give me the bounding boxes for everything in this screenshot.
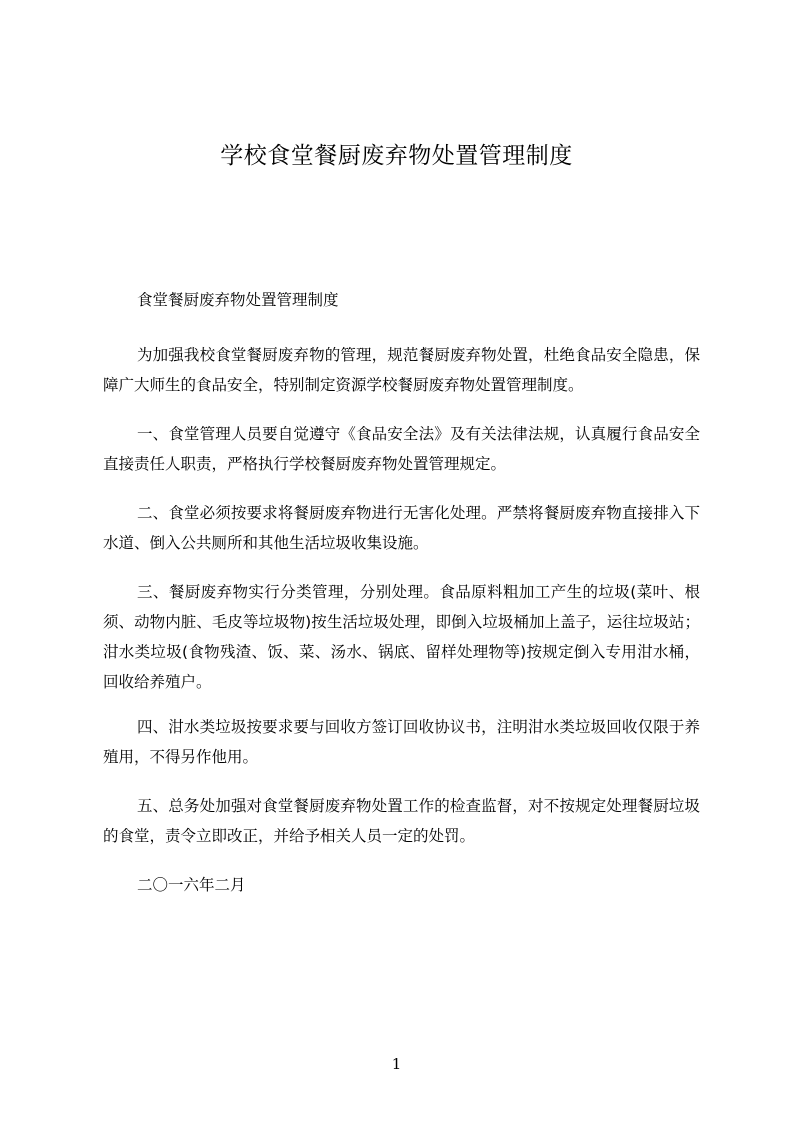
paragraph-rule-3: 三、餐厨废弃物实行分类管理，分别处理。食品原料粗加工产生的垃圾(菜叶、根须、动物内脏、毛皮等垃圾物)按生活垃圾处理，即倒入垃圾桶加上盖子，运往垃圾站；泔水类垃圾(食物残渣、饭、菜、汤水、锅底、留样处理物等)按规定倒入专用泔水桶，回收给养殖户。 bbox=[103, 583, 700, 691]
paragraph-rule-5: 五、总务处加强对食堂餐厨废弃物处置工作的检查监督，对不按规定处理餐厨垃圾的食堂，责令立即改正，并给予相关人员一定的处罚。 bbox=[103, 797, 700, 845]
document-subtitle: 食堂餐厨废弃物处置管理制度 bbox=[137, 291, 339, 309]
document-title: 学校食堂餐厨废弃物处置管理制度 bbox=[220, 143, 573, 169]
paragraph-rule-2: 二、食堂必须按要求将餐厨废弃物进行无害化处理。严禁将餐厨废弃物直接排入下水道、倒入公共厕所和其他生活垃圾收集设施。 bbox=[103, 504, 700, 552]
page-number: 1 bbox=[391, 1055, 402, 1073]
paragraph-rule-4: 四、泔水类垃圾按要求要与回收方签订回收协议书，注明泔水类垃圾回收仅限于养殖用，不得另作他用。 bbox=[103, 718, 700, 766]
paragraph-intro: 为加强我校食堂餐厨废弃物的管理，规范餐厨废弃物处置，杜绝食品安全隐患，保障广大师生的食品安全，特别制定资源学校餐厨废弃物处置管理制度。 bbox=[103, 346, 700, 394]
document-date: 二〇一六年二月 bbox=[137, 876, 246, 894]
paragraph-rule-1: 一、食堂管理人员要自觉遵守《食品安全法》及有关法律法规，认真履行食品安全直接责任人职责，严格执行学校餐厨废弃物处置管理规定。 bbox=[103, 425, 700, 473]
